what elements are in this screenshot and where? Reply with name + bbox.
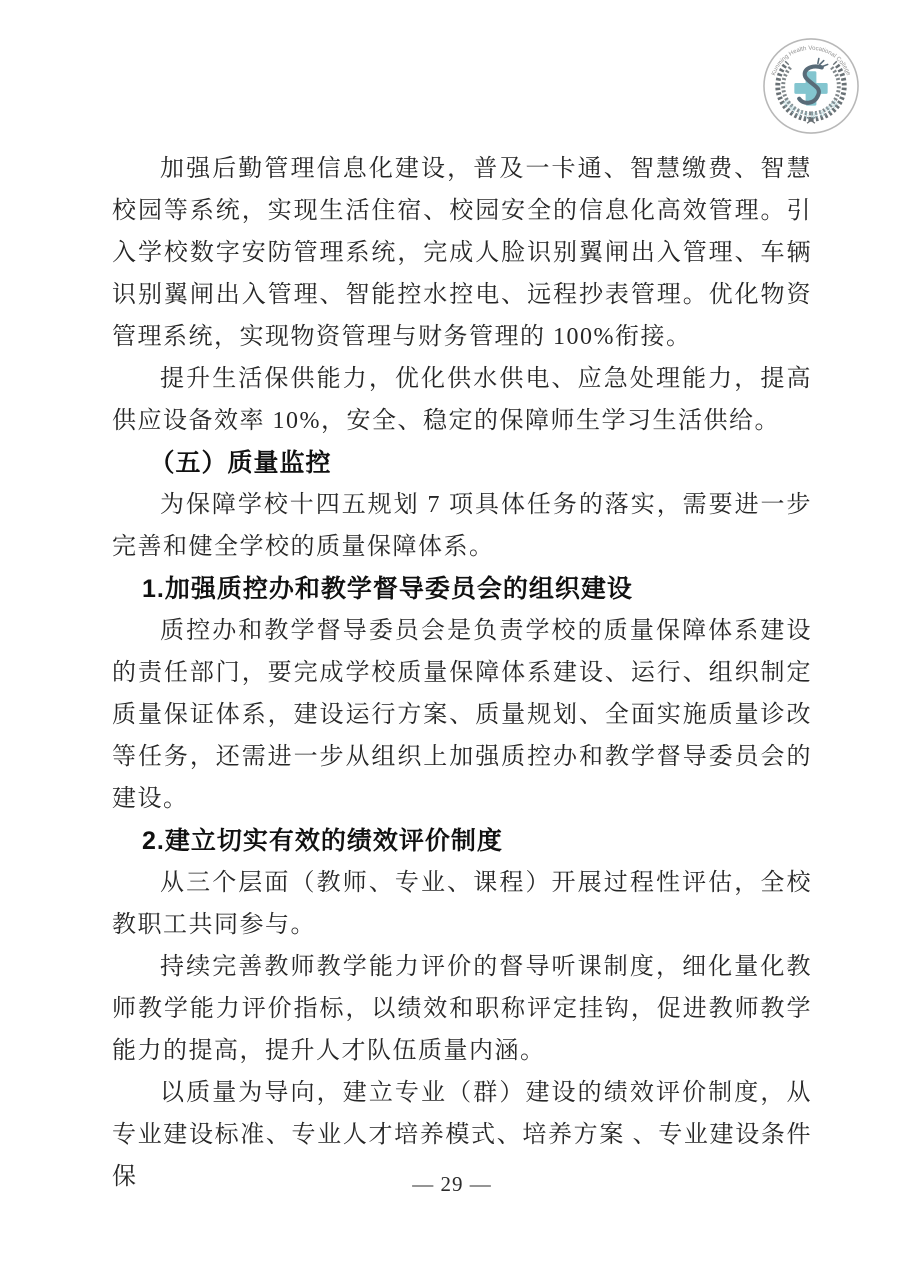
paragraph-life-supply-capacity: 提升生活保供能力，优化供水供电、应急处理能力，提高供应设备效率 10%，安全、稳定的保障师生学习生活供给。: [112, 366, 812, 434]
paragraph-quality-oriented: 以质量为导向，建立专业（群）建设的绩效评价制度，从专业建设标准、专业人才培养模式、培养方案 、专业建设条件保: [112, 1080, 812, 1190]
seal-top-arc-text: Kunming Health Vocational College: [770, 45, 852, 77]
college-seal-svg: [762, 37, 860, 135]
paragraph-qc-office-duties: 质控办和教学督导委员会是负责学校的质量保障体系建设的责任部门，要完成学校质量保障体系建设、运行、组织制定质量保证体系，建设运行方案、质量规划、全面实施质量诊改等任务，还需进一步从组织上加强质控办和教学督导委员会的建设。: [112, 618, 812, 812]
page-number: — 29 —: [412, 1172, 492, 1196]
paragraph-teacher-evaluation: 持续完善教师教学能力评价的督导听课制度，细化量化教师教学能力评价指标，以绩效和职称评定挂钩，促进教师教学能力的提高，提升人才队伍质量内涵。: [112, 954, 812, 1064]
seal-bottom-arc-text: 昆明卫生职业学院: [780, 97, 842, 121]
paragraph-three-level-evaluation: 从三个层面（教师、专业、课程）开展过程性评估，全校教职工共同参与。: [112, 870, 812, 938]
document-body: [112, 148, 812, 1198]
subheading-2-performance-evaluation: 2.建立切实有效的绩效评价制度: [142, 827, 503, 855]
section-heading-quality-monitoring: （五）质量监控: [149, 449, 332, 477]
subheading-1-organization-building: 1.加强质控办和教学督导委员会的组织建设: [142, 575, 633, 603]
paragraph-quality-assurance-plan: 为保障学校十四五规划 7 项具体任务的落实，需要进一步完善和健全学校的质量保障体系。: [112, 492, 812, 560]
paragraph-logistics-informatization: 加强后勤管理信息化建设，普及一卡通、智慧缴费、智慧校园等系统，实现生活住宿、校园安全的信息化高效管理。引入学校数字安防管理系统，完成人脸识别翼闸出入管理、车辆识别翼闸出入管理、智能控水控电、远程抄表管理。优化物资管理系统，实现物资管理与财务管理的 100%衔接。: [112, 156, 812, 350]
college-seal-logo: [762, 37, 860, 135]
